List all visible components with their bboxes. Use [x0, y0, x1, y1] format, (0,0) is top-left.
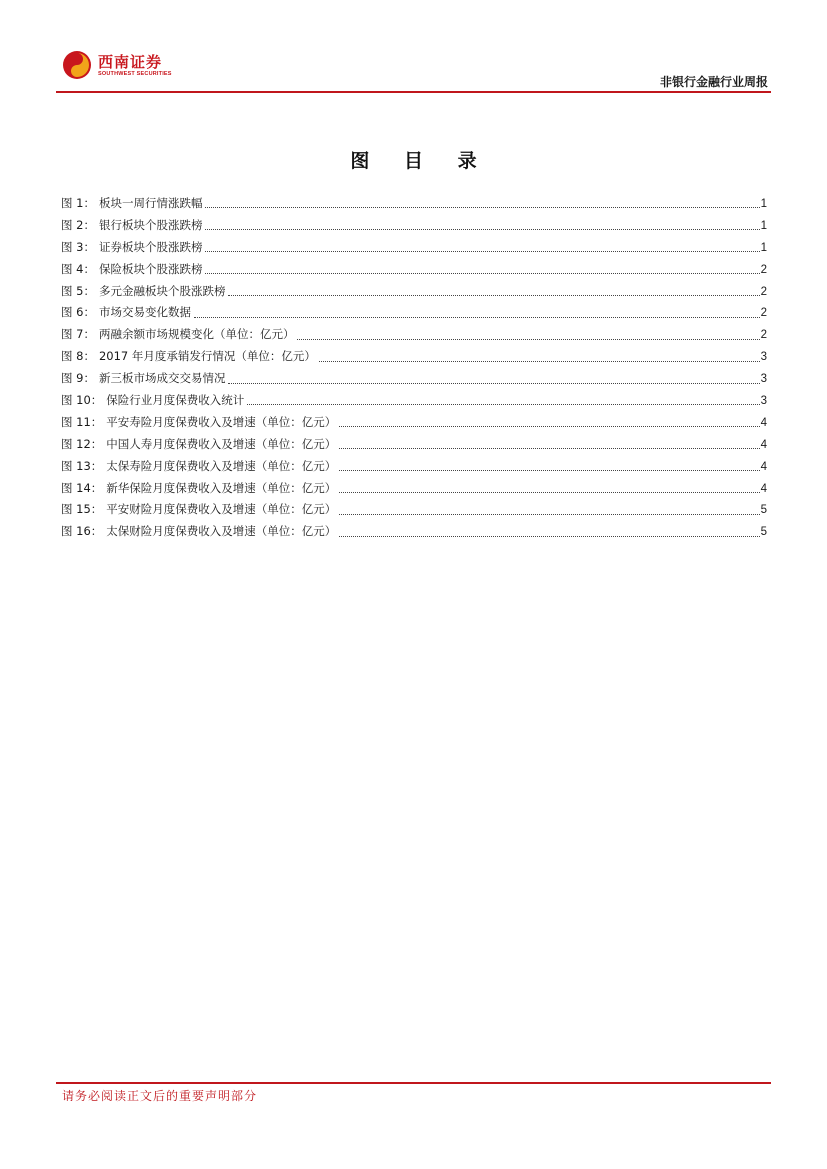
toc-leader-dots	[339, 536, 759, 537]
toc-figure-number: 图 8：	[61, 349, 95, 364]
toc-figure-caption: 中国人寿月度保费收入及增速（单位：亿元）	[106, 436, 337, 451]
toc-figure-caption: 新华保险月度保费收入及增速（单位：亿元）	[106, 480, 337, 495]
toc-leader-dots	[205, 207, 759, 208]
toc-entry-label	[61, 390, 246, 412]
toc-page-number: 2	[760, 285, 767, 298]
toc-page-number: 4	[760, 416, 767, 429]
toc-entry-label	[61, 368, 227, 390]
toc-figure-caption: 市场交易变化数据	[98, 305, 191, 320]
toc-entry[interactable]	[61, 324, 767, 346]
toc-figure-caption: 新三板市场成交交易情况	[98, 371, 226, 386]
toc-figure-number: 图 3：	[61, 239, 95, 254]
toc-figure-caption: 平安寿险月度保费收入及增速（单位：亿元）	[106, 414, 337, 429]
header-divider	[56, 91, 771, 93]
toc-leader-dots	[339, 470, 759, 471]
toc-figure-caption: 板块一周行情涨跌幅	[98, 196, 203, 210]
toc-page-number: 2	[760, 263, 767, 276]
toc-leader-dots	[247, 404, 759, 405]
toc-figure-caption: 证券板块个股涨跌榜	[98, 239, 203, 254]
toc-figure-number: 图 11：	[61, 414, 103, 429]
toc-figure-number: 图 6：	[61, 305, 95, 320]
toc-figure-caption: 平安财险月度保费收入及增速（单位：亿元）	[106, 502, 337, 517]
toc-entry-label	[61, 193, 204, 215]
toc-leader-dots	[339, 426, 759, 427]
toc-entry[interactable]	[61, 368, 767, 390]
toc-figure-number: 图 10：	[61, 393, 103, 408]
toc-leader-dots	[228, 383, 759, 384]
toc-page-number: 3	[760, 373, 767, 386]
toc-entry[interactable]	[61, 346, 767, 368]
toc-leader-dots	[205, 229, 759, 230]
toc-leader-dots	[339, 448, 759, 449]
toc-figure-caption: 太保财险月度保费收入及增速（单位：亿元）	[106, 524, 337, 539]
toc-figure-number: 图 12：	[61, 436, 103, 451]
report-title: 非银行金融行业周报	[659, 75, 768, 89]
toc-entry[interactable]	[61, 215, 767, 237]
toc-entry[interactable]	[61, 478, 767, 500]
toc-figure-caption: 多元金融板块个股涨跌榜	[98, 283, 226, 298]
toc-entry[interactable]	[61, 281, 767, 303]
toc-entry-label	[61, 259, 204, 281]
toc-entry[interactable]	[61, 499, 767, 521]
toc-leader-dots	[194, 317, 760, 318]
toc-entry[interactable]	[61, 193, 767, 215]
company-logo	[62, 50, 172, 80]
toc-figure-number: 图 16：	[61, 524, 103, 539]
toc-page-number: 2	[760, 329, 767, 342]
logo-emblem-icon	[62, 50, 92, 80]
toc-figure-caption: 保险板块个股涨跌榜	[98, 261, 203, 276]
toc-entry-label	[61, 302, 193, 324]
toc-entry[interactable]	[61, 302, 767, 324]
toc-figure-number: 图 1：	[61, 196, 95, 210]
toc-leader-dots	[339, 514, 759, 515]
toc-leader-dots	[319, 361, 760, 362]
toc-title: 图 目 录	[350, 150, 491, 172]
toc-entry-label	[61, 237, 204, 259]
toc-entry[interactable]	[61, 259, 767, 281]
toc-entry[interactable]	[61, 434, 767, 456]
toc-figure-number: 图 14：	[61, 480, 103, 495]
toc-leader-dots	[297, 339, 759, 340]
toc-entry-label	[61, 324, 296, 346]
toc-leader-dots	[205, 251, 759, 252]
toc-figure-caption: 保险行业月度保费收入统计	[106, 393, 245, 408]
toc-page-number: 2	[760, 307, 767, 320]
toc-entry-label	[61, 478, 338, 500]
toc-leader-dots	[205, 273, 759, 274]
logo-chinese-name: 西南证券	[98, 52, 163, 71]
toc-figure-caption: 两融余额市场规模变化（单位：亿元）	[98, 327, 295, 342]
toc-entry[interactable]	[61, 412, 767, 434]
toc-page-number: 3	[760, 351, 767, 364]
footer-divider	[56, 1082, 771, 1084]
toc-page-number: 1	[760, 219, 767, 232]
toc-entry-label	[61, 456, 338, 478]
toc-page-number: 3	[760, 395, 767, 408]
toc-entry-label	[61, 499, 338, 521]
toc-figure-number: 图 15：	[61, 502, 103, 517]
figure-list	[61, 193, 767, 543]
toc-entry[interactable]	[61, 521, 767, 543]
toc-figure-number: 图 7：	[61, 327, 95, 342]
toc-entry[interactable]	[61, 390, 767, 412]
toc-figure-number: 图 4：	[61, 261, 95, 276]
toc-page-number: 4	[760, 482, 767, 495]
toc-figure-number: 图 13：	[61, 458, 103, 473]
toc-page-number: 4	[760, 460, 767, 473]
toc-entry-label	[61, 215, 204, 237]
toc-entry-label	[61, 434, 338, 456]
toc-page-number: 4	[760, 438, 767, 451]
toc-figure-caption: 2017 年月度承销发行情况（单位：亿元）	[98, 349, 316, 364]
toc-page-number: 5	[760, 504, 767, 517]
toc-page-number: 1	[760, 241, 767, 254]
toc-entry[interactable]	[61, 456, 767, 478]
page-header	[60, 48, 770, 92]
toc-figure-caption: 银行板块个股涨跌榜	[98, 217, 203, 232]
toc-figure-number: 图 5：	[61, 283, 95, 298]
toc-page-number: 1	[760, 198, 767, 210]
toc-entry-label	[61, 412, 338, 434]
toc-entry-label	[61, 521, 338, 543]
toc-entry-label	[61, 346, 318, 368]
footer-disclaimer: 请务必阅读正文后的重要声明部分	[62, 1089, 258, 1103]
toc-figure-caption: 太保寿险月度保费收入及增速（单位：亿元）	[106, 458, 337, 473]
toc-figure-number: 图 2：	[61, 217, 95, 232]
toc-leader-dots	[339, 492, 759, 493]
toc-figure-number: 图 9：	[61, 371, 95, 386]
toc-entry[interactable]	[61, 237, 767, 259]
toc-page-number: 5	[760, 526, 767, 539]
logo-english-name: SOUTHWEST SECURITIES	[98, 70, 172, 77]
toc-entry-label	[61, 281, 227, 303]
toc-leader-dots	[228, 295, 759, 296]
